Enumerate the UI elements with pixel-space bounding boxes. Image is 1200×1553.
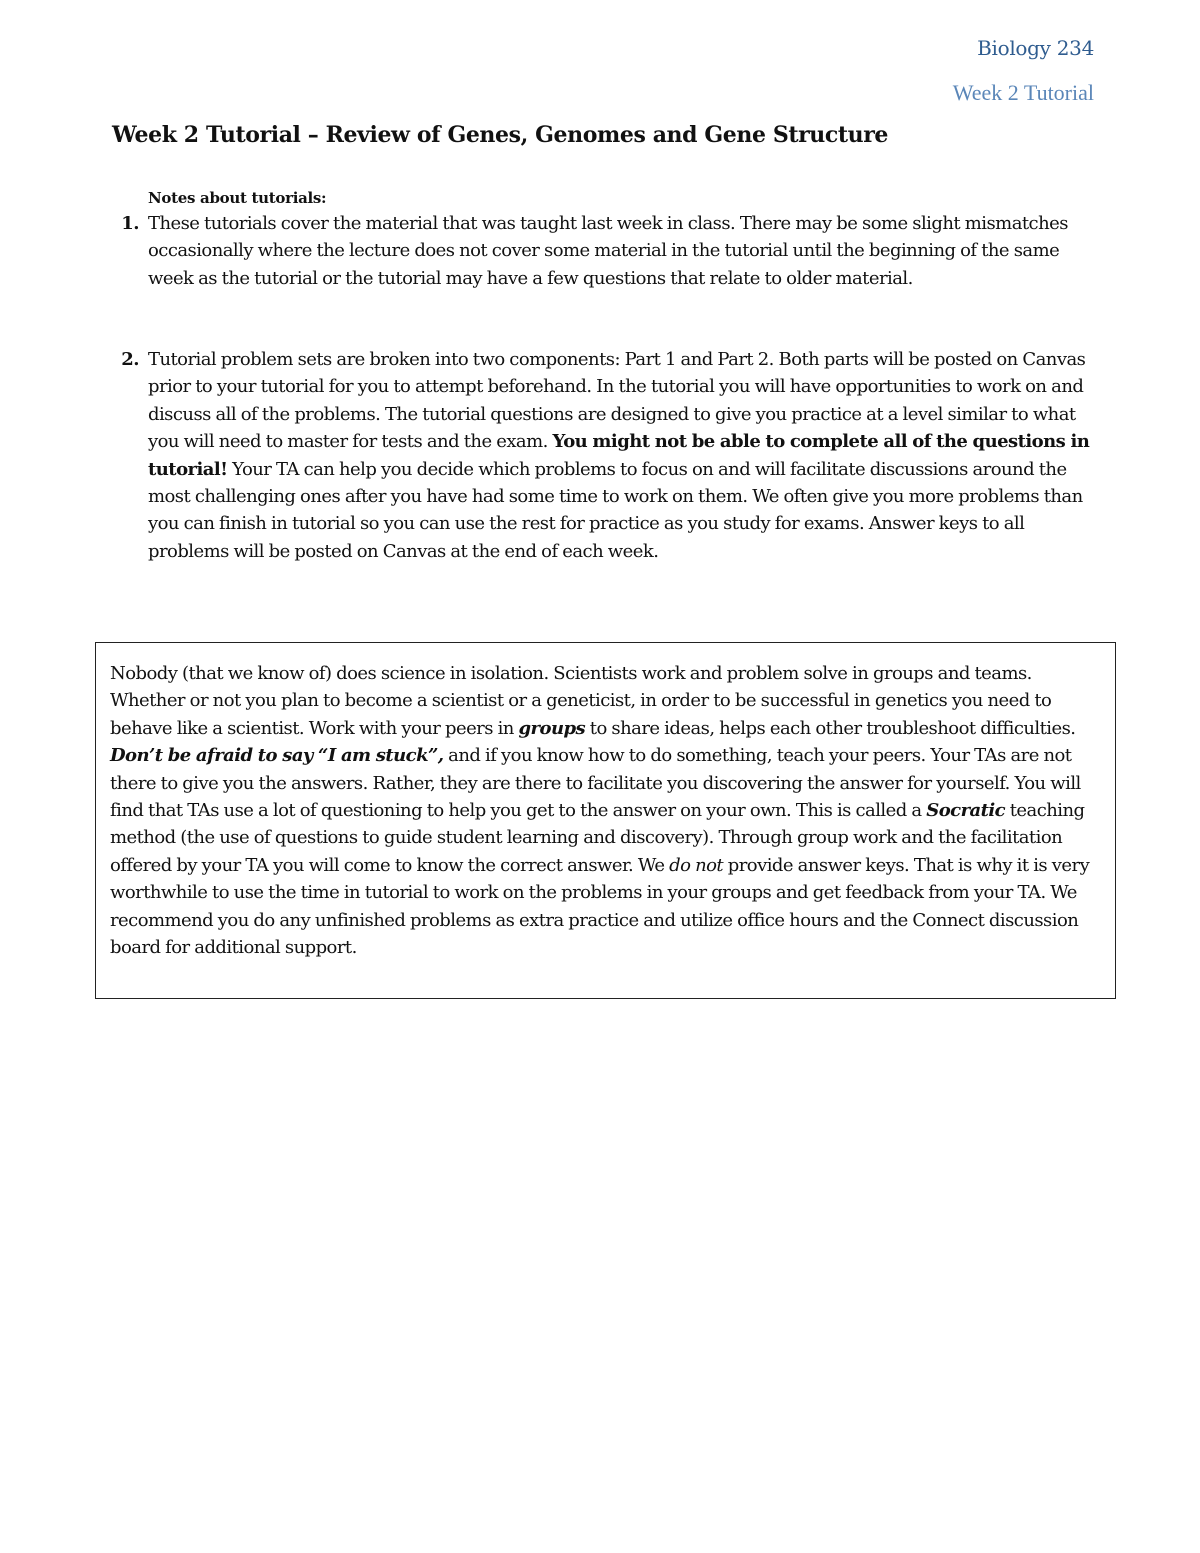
note-text-2a: Tutorial problem sets are broken into two components: Part 1 and Part 2. Both parts will be posted on Canvas prior to your tutorial for you to attempt beforehand. In the tutorial you will have opportunities to work on and discuss all of the problems. The tutorial questions are designed to give you practice at a level similar to what you will need to master for tests and the exam. [148,349,1086,453]
note-number-1: 1. [121,213,139,234]
callout-text-1: Nobody (that we know of) does science in isolation. Scientists work and problem solve in groups and teams. Whether or not you plan to become a scientist or a geneticist, in order to be successful in genetics you need to behave like a scientist. Work with your peers in [110,663,1052,739]
callout-box [95,642,1116,999]
header-course: Biology 234 [977,36,1094,60]
note-item-1 [121,210,1098,292]
note-number-2: 2. [121,349,139,370]
note-text-1: These tutorials cover the material that was taught last week in class. There may be some slight mismatches occasionally where the lecture does not cover some material in the tutorial until the beginning of the same week as the tutorial or the tutorial may have a few questions that relate to older material. [148,213,1068,289]
callout-emphasis-stuck: Don’t be afraid to say “I am stuck”, [110,745,444,767]
note-item-2 [121,346,1098,565]
header-subtitle: Week 2 Tutorial [952,80,1094,105]
callout-text-3: and if you know how to do something, teach your peers. Your TAs are not there to give you the answers. Rather, they are there to facilitate you discovering the answer for yourself. You will find that TAs use a lot of questioning to help you get to the answer on your own. This is called a [110,745,1081,822]
callout-text-2: to share ideas, helps each other troubleshoot difficulties. [585,717,1076,739]
note-text-2-bold: You might not be able to complete all of the questions in tutorial! [148,431,1090,480]
callout-text-4: teaching method (the use of questions to guide student learning and discovery). Through group work and the facilitation offered by your TA you will come to know the correct answer. We [110,800,1085,876]
notes-heading: Notes about tutorials: [148,189,327,207]
document-title: Week 2 Tutorial – Review of Genes, Genomes and Gene Structure [112,122,889,148]
callout-text-5: provide answer keys. That is why it is very worthwhile to use the time in tutorial to work on the problems in your groups and get feedback from your TA. We recommend you do any unfinished problems as extra practice and utilize office hours and the Connect discussion board for additional support. [110,854,1090,959]
callout-paragraph [110,660,1105,961]
callout-emphasis-groups: groups [518,717,586,739]
note-text-2b: Your TA can help you decide which problems to focus on and will facilitate discussions around the most challenging ones after you have had some time to work on them. We often give you more problems than you can finish in tutorial so you can use the rest for practice as you study for exams. Answer keys to all problems will be posted on Canvas at the end of each week. [148,458,1083,562]
callout-emphasis-do-not: do not [669,854,724,876]
callout-emphasis-socratic: Socratic [926,800,1006,822]
